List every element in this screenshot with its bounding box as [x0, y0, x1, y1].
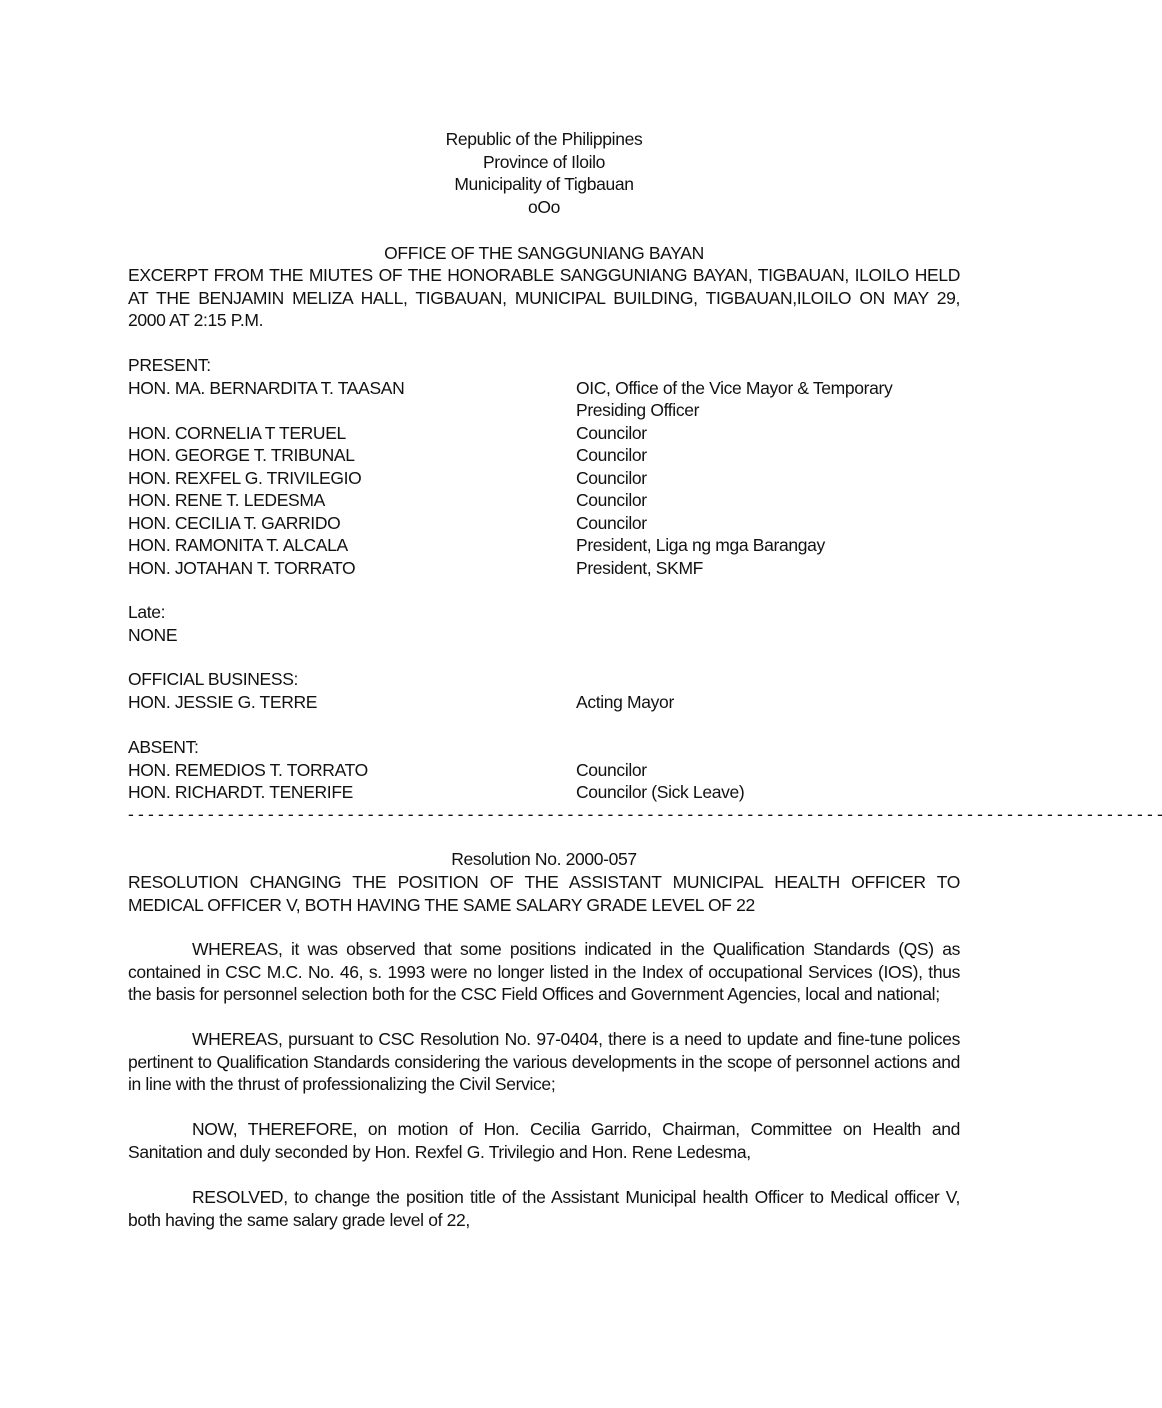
attendee-role: President, Liga ng mga Barangay: [576, 535, 825, 555]
attendee-name: HON. RAMONITA T. ALCALA: [128, 535, 348, 555]
office-title: OFFICE OF THE SANGGUNIANG BAYAN: [384, 243, 704, 263]
attendee-role-line1: OIC, Office of the Vice Mayor & Temporary: [576, 377, 893, 398]
dashed-separator: - - - - - - - - - - - - - - - - - - - - - - - - - - - - - - - - - - - - - - - - - - - - - - - - - - - - - - - - - - - - - - - - - - - - - - - - - - - - - - - - - - - - - - - - - - - - - - - - - - - - - - - -: [128, 804, 1162, 824]
attendee-row: [128, 691, 960, 714]
present-label: PRESENT:: [128, 355, 211, 375]
attendee-row: [128, 512, 960, 535]
attendee-row: [128, 759, 960, 782]
attendee-role: Councilor: [576, 422, 647, 443]
attendee-role: Councilor: [576, 445, 647, 465]
present-section: [128, 354, 960, 579]
attendee-row: [128, 781, 960, 804]
whereas-paragraph: WHEREAS, it was observed that some positions indicated in the Qualification Standards (QS) as contained in CSC M.C. No. 46, s. 1993 were no longer listed in the Index of occupational Services (IOS), thus the basis for personnel selection both for the CSC Field Offices and Government Agencies, local and national;: [128, 939, 960, 1004]
letterhead: [128, 128, 960, 218]
attendee-name: HON. JOTAHAN T. TORRATO: [128, 557, 356, 578]
attendee-name: HON. RICHARDT. TENERIFE: [128, 782, 353, 802]
official-business-label: OFFICIAL BUSINESS:: [128, 669, 299, 689]
attendee-role: Councilor: [576, 512, 647, 533]
excerpt-paragraph: EXCERPT FROM THE MIUTES OF THE HONORABLE SANGGUNIANG BAYAN, TIGBAUAN, ILOILO HELD AT THE BENJAMIN MELIZA HALL, TIGBAUAN, MUNICIPAL BUILDING, TIGBAUAN,ILOILO ON MAY 29, 2000 AT 2:15 P.M.: [128, 265, 960, 330]
attendee-name: HON. CORNELIA T TERUEL: [128, 422, 346, 443]
attendee-row: [128, 422, 960, 445]
attendee-role: [576, 377, 960, 422]
header-province: Province of Iloilo: [482, 151, 606, 172]
attendee-row: [128, 534, 960, 557]
attendee-row: [128, 489, 960, 512]
late-value: NONE: [128, 624, 178, 645]
attendee-role: Councilor: [576, 467, 647, 488]
attendee-role: Councilor (Sick Leave): [576, 782, 745, 802]
resolved-paragraph: RESOLVED, to change the position title of the Assistant Municipal health Officer to Medical officer V, both having the same salary grade level of 22,: [128, 1187, 960, 1230]
attendee-role: Acting Mayor: [576, 691, 674, 712]
attendee-role-line2: Presiding Officer: [576, 400, 700, 420]
whereas-paragraph: WHEREAS, pursuant to CSC Resolution No. 97-0404, there is a need to update and fine-tune polices pertinent to Qualification Standards considering the various developments in the scope of personnel actions and in line with the thrust of professionalizing the Civil Service;: [128, 1029, 960, 1094]
attendee-row: [128, 557, 960, 580]
attendee-role: Councilor: [576, 759, 647, 780]
attendee-name: HON. GEORGE T. TRIBUNAL: [128, 445, 355, 465]
attendee-row: [128, 444, 960, 467]
resolution-title: RESOLUTION CHANGING THE POSITION OF THE ASSISTANT MUNICIPAL HEALTH OFFICER TO MEDICAL OFFICER V, BOTH HAVING THE SAME SALARY GRADE LEVEL OF 22: [128, 872, 960, 915]
absent-section: [128, 736, 960, 804]
attendee-name: HON. REMEDIOS T. TORRATO: [128, 759, 368, 780]
header-ornament: oOo: [527, 196, 561, 217]
official-business-section: [128, 668, 960, 713]
attendee-name: HON. CECILIA T. GARRIDO: [128, 512, 341, 533]
header-municipality: Municipality of Tigbauan: [454, 174, 634, 194]
motion-paragraph: NOW, THEREFORE, on motion of Hon. Cecilia Garrido, Chairman, Committee on Health and Sanitation and duly seconded by Hon. Rexfel G. Trivilegio and Hon. Rene Ledesma,: [128, 1119, 960, 1162]
attendee-row: [128, 467, 960, 490]
attendee-role: Councilor: [576, 490, 647, 510]
attendee-name: HON. RENE T. LEDESMA: [128, 490, 325, 510]
attendee-name: HON. MA. BERNARDITA T. TAASAN: [128, 377, 405, 398]
resolution-number: Resolution No. 2000-057: [451, 849, 637, 869]
attendee-role: President, SKMF: [576, 557, 704, 578]
attendee-name: HON. JESSIE G. TERRE: [128, 691, 318, 712]
late-section: [128, 601, 960, 646]
attendee-row: [128, 377, 960, 422]
attendee-name: HON. REXFEL G. TRIVILEGIO: [128, 467, 362, 488]
late-label: Late:: [128, 602, 166, 622]
header-country: Republic of the Philippines: [445, 129, 643, 149]
absent-label: ABSENT:: [128, 737, 199, 757]
